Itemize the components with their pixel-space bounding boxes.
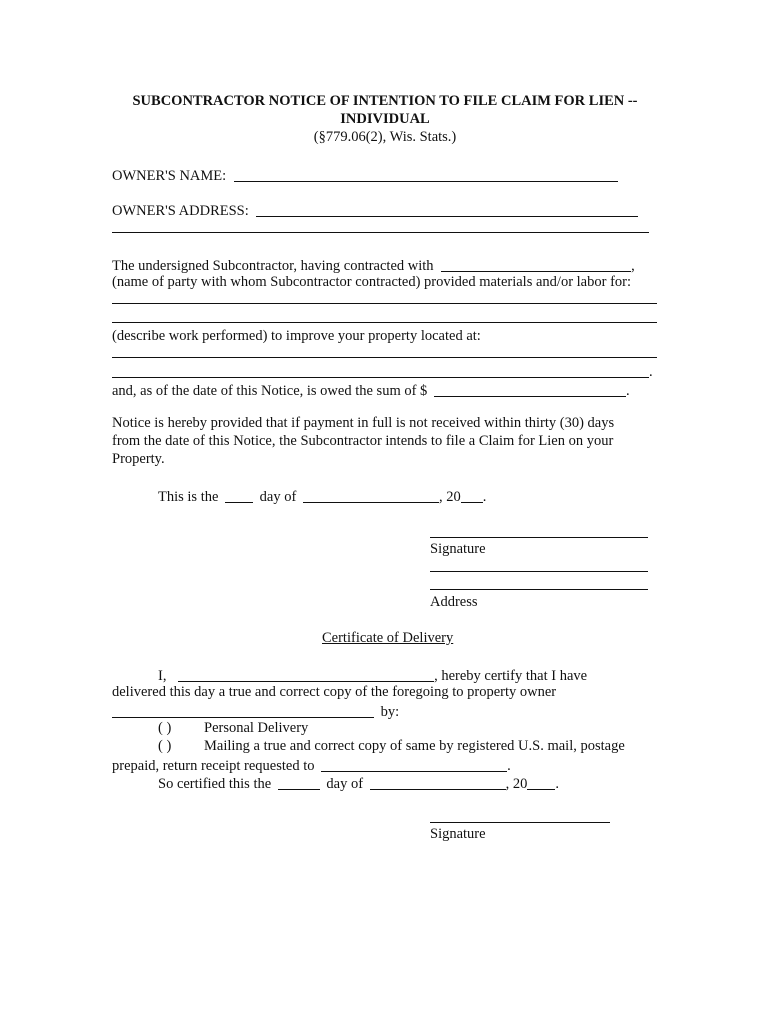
materials-labor-field-line2[interactable]	[112, 322, 657, 323]
so-certified-row	[158, 773, 559, 793]
day-of-text: day of	[259, 489, 297, 505]
mail-delivery-label: Mailing a true and correct copy of same by registered U.S. mail, postage	[204, 738, 625, 754]
owner-address-field[interactable]	[256, 202, 638, 217]
year-prefix-text: , 20	[438, 489, 461, 505]
signature-field[interactable]	[430, 537, 648, 538]
materials-labor-field-line1[interactable]	[112, 303, 657, 304]
owner-name-label: OWNER'S NAME:	[112, 168, 227, 184]
property-location-period: .	[649, 364, 653, 380]
describe-work-text: (describe work performed) to improve your property located at:	[112, 328, 481, 344]
property-owner-field[interactable]	[112, 703, 374, 718]
owner-address-field-line2[interactable]	[112, 232, 649, 233]
certify-row	[158, 665, 587, 685]
notice-day-field[interactable]	[225, 488, 253, 503]
certified-year-field[interactable]	[527, 775, 555, 790]
i-text: I,	[158, 668, 167, 684]
personal-delivery-label: Personal Delivery	[204, 720, 309, 736]
certified-day-of-text: day of	[326, 776, 364, 792]
address-field-line1[interactable]	[430, 571, 648, 572]
notice-year-field[interactable]	[461, 488, 483, 503]
certificate-signature-label: Signature	[430, 826, 486, 842]
mail-delivery-option[interactable]	[158, 737, 625, 755]
contracted-with-row	[112, 255, 635, 275]
property-location-row2	[112, 361, 653, 381]
certified-year-prefix: , 20	[505, 776, 528, 792]
owed-sum-row	[112, 380, 630, 400]
notice-date-row	[158, 486, 486, 506]
personal-delivery-option[interactable]	[158, 719, 309, 737]
contracted-party-field[interactable]	[441, 257, 631, 272]
property-location-field-line2[interactable]	[112, 363, 649, 378]
address-field-line2[interactable]	[430, 589, 648, 590]
owner-name-row	[112, 165, 618, 185]
property-location-field-line1[interactable]	[112, 357, 657, 358]
prepaid-row	[112, 755, 511, 775]
contracted-comma: ,	[631, 258, 635, 274]
owed-sum-period: .	[625, 383, 630, 399]
notice-line1: Notice is hereby provided that if payment in full is not received within thirty (30) days	[112, 415, 615, 431]
certify-text: , hereby certify that I have	[434, 668, 588, 684]
notice-line2: from the date of this Notice, the Subcontractor intends to file a Claim for Lien on your	[112, 433, 614, 449]
notice-month-field[interactable]	[303, 488, 439, 503]
property-owner-row	[112, 701, 399, 721]
owner-name-field[interactable]	[234, 167, 618, 182]
certified-day-field[interactable]	[278, 775, 320, 790]
name-of-party-text: (name of party with whom Subcontractor contracted) provided materials and/or labor for:	[112, 274, 632, 290]
delivered-line: delivered this day a true and correct copy of the foregoing to property owner	[112, 684, 557, 700]
this-is-the-text: This is the	[158, 489, 219, 505]
certificate-signature-field[interactable]	[430, 822, 610, 823]
certified-period: .	[555, 776, 560, 792]
owed-sum-text: and, as of the date of this Notice, is owed the sum of $	[112, 383, 428, 399]
contracted-with-text: The undersigned Subcontractor, having contracted with	[112, 258, 434, 274]
owed-amount-field[interactable]	[434, 382, 626, 397]
address-label: Address	[430, 594, 478, 610]
form-title-line1: SUBCONTRACTOR NOTICE OF INTENTION TO FILE CLAIM FOR LIEN --	[132, 93, 638, 109]
signature-label: Signature	[430, 541, 486, 557]
certified-month-field[interactable]	[370, 775, 506, 790]
personal-delivery-checkbox[interactable]: ( )	[158, 720, 172, 736]
certificate-heading: Certificate of Delivery	[322, 630, 454, 646]
return-receipt-field[interactable]	[321, 757, 507, 772]
by-label: by:	[380, 704, 400, 720]
owner-address-label: OWNER'S ADDRESS:	[112, 203, 249, 219]
owner-address-row	[112, 200, 638, 220]
date-period: .	[482, 489, 487, 505]
form-title-line2: INDIVIDUAL	[340, 111, 430, 127]
notice-line3: Property.	[112, 451, 165, 467]
prepaid-period: .	[507, 758, 511, 774]
certifier-name-field[interactable]	[178, 667, 434, 682]
prepaid-text: prepaid, return receipt requested to	[112, 758, 315, 774]
statute-reference: (§779.06(2), Wis. Stats.)	[313, 129, 457, 145]
so-certified-text: So certified this the	[158, 776, 272, 792]
mail-delivery-checkbox[interactable]: ( )	[158, 738, 172, 754]
